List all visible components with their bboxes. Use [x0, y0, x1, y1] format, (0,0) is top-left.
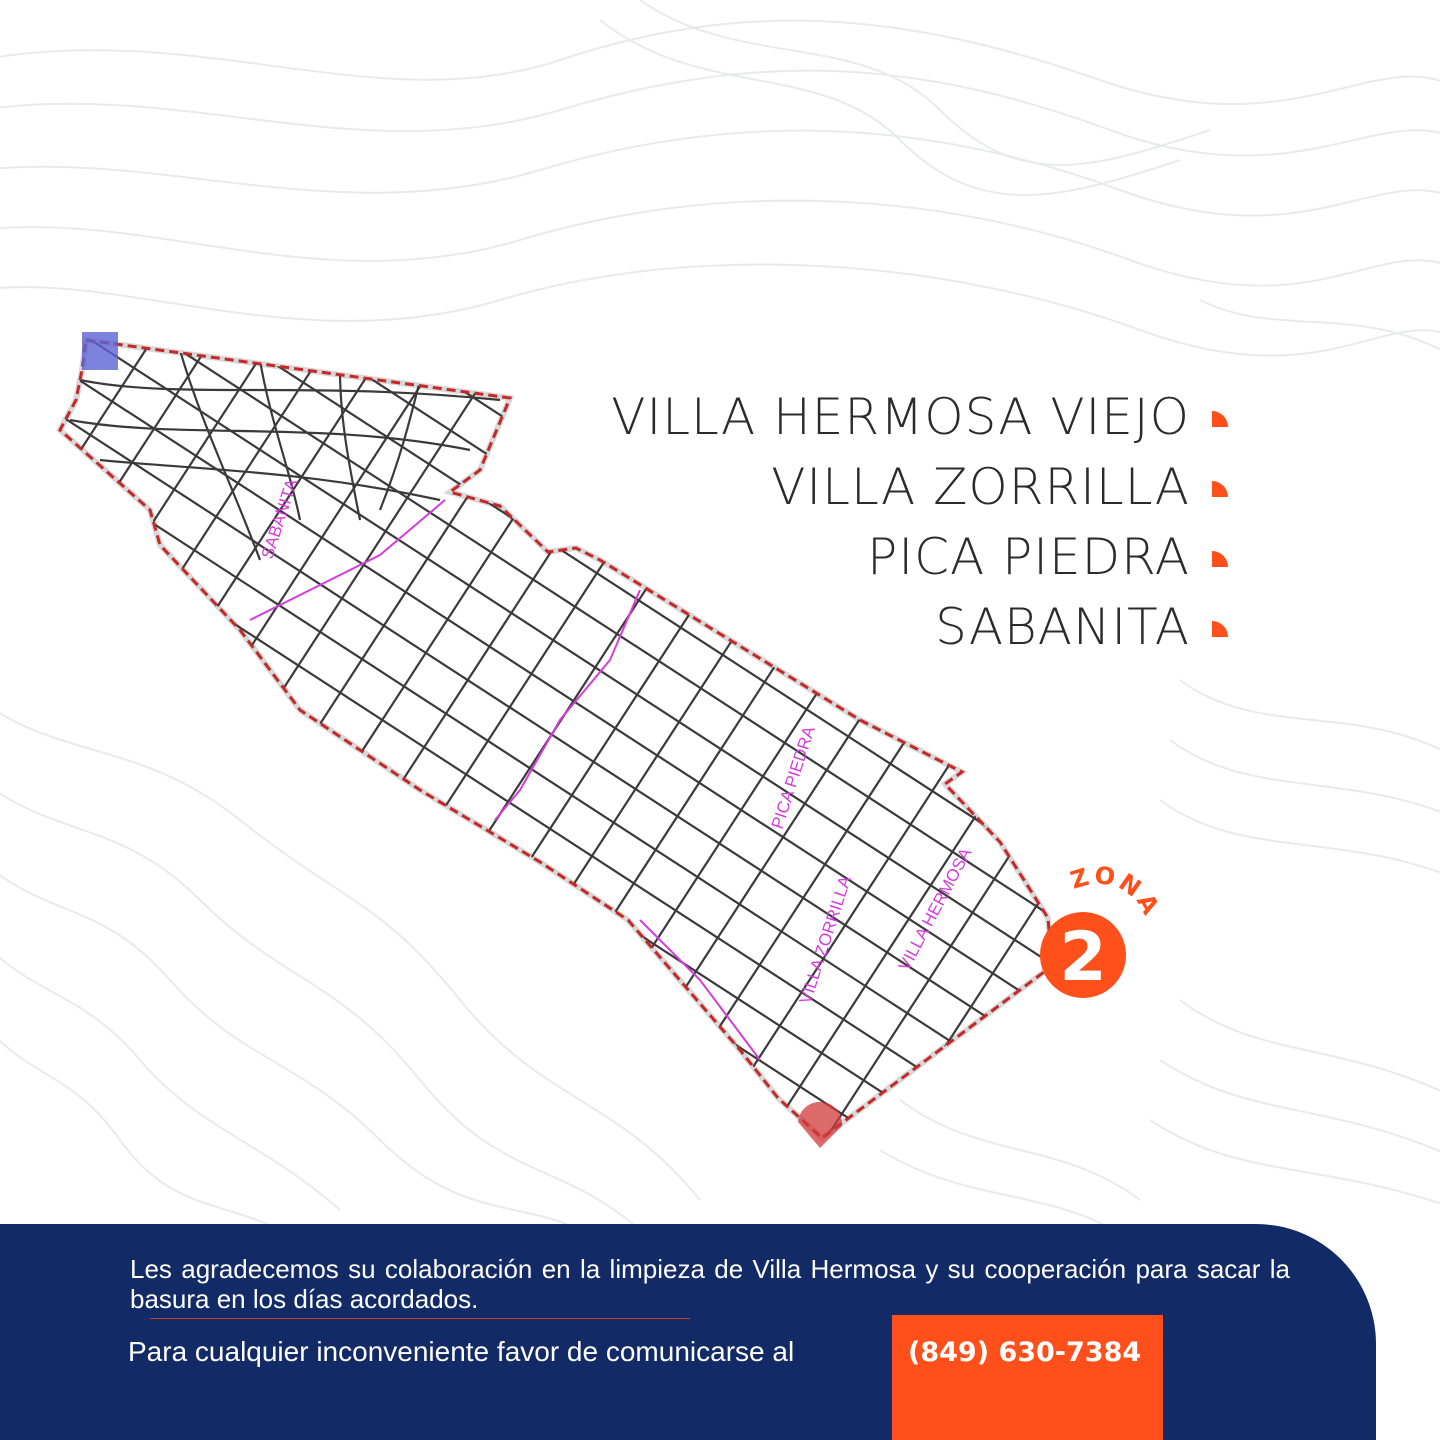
- thanks-message: Les agradecemos su colaboración en la limpieza de Villa Hermosa y su cooperación para sacar la basura en los días acordados.: [130, 1254, 1290, 1314]
- contact-message: Para cualquier inconveniente favor de comunicarse al: [128, 1336, 795, 1367]
- zone-name: VILLA HERMOSA VIEJO: [611, 388, 1190, 446]
- zone-list: [611, 382, 1228, 662]
- zona-number: 2: [1059, 918, 1107, 997]
- zone-name: SABANITA: [935, 598, 1190, 656]
- start-marker: [82, 332, 118, 370]
- zone-item: [611, 452, 1228, 522]
- zone-item: [611, 592, 1228, 662]
- quarter-circle-bullet-icon: [1212, 621, 1228, 637]
- map-label-sabanita: SABANITA: [257, 476, 302, 562]
- phone-box: [892, 1315, 1163, 1440]
- quarter-circle-bullet-icon: [1212, 411, 1228, 427]
- map-label-villa-zorrilla: VILLA ZORRILLA: [795, 873, 855, 1007]
- end-marker: [798, 1102, 842, 1148]
- zona-word-path: ZONA: [1067, 860, 1166, 922]
- map-label-pica-piedra: PICA PIEDRA: [767, 723, 819, 832]
- zone-name: PICA PIEDRA: [867, 528, 1190, 586]
- map-label-villa-hermosa: VILLA HERMOSA: [894, 844, 976, 974]
- zone-name: VILLA ZORRILLA: [771, 458, 1190, 516]
- zone-item: [611, 522, 1228, 592]
- phone-number[interactable]: (849) 630-7384: [908, 1337, 1142, 1368]
- zona-badge: [1036, 860, 1166, 1000]
- footer-divider: [150, 1318, 690, 1319]
- quarter-circle-bullet-icon: [1212, 551, 1228, 567]
- quarter-circle-bullet-icon: [1212, 481, 1228, 497]
- zone-item: [611, 382, 1228, 452]
